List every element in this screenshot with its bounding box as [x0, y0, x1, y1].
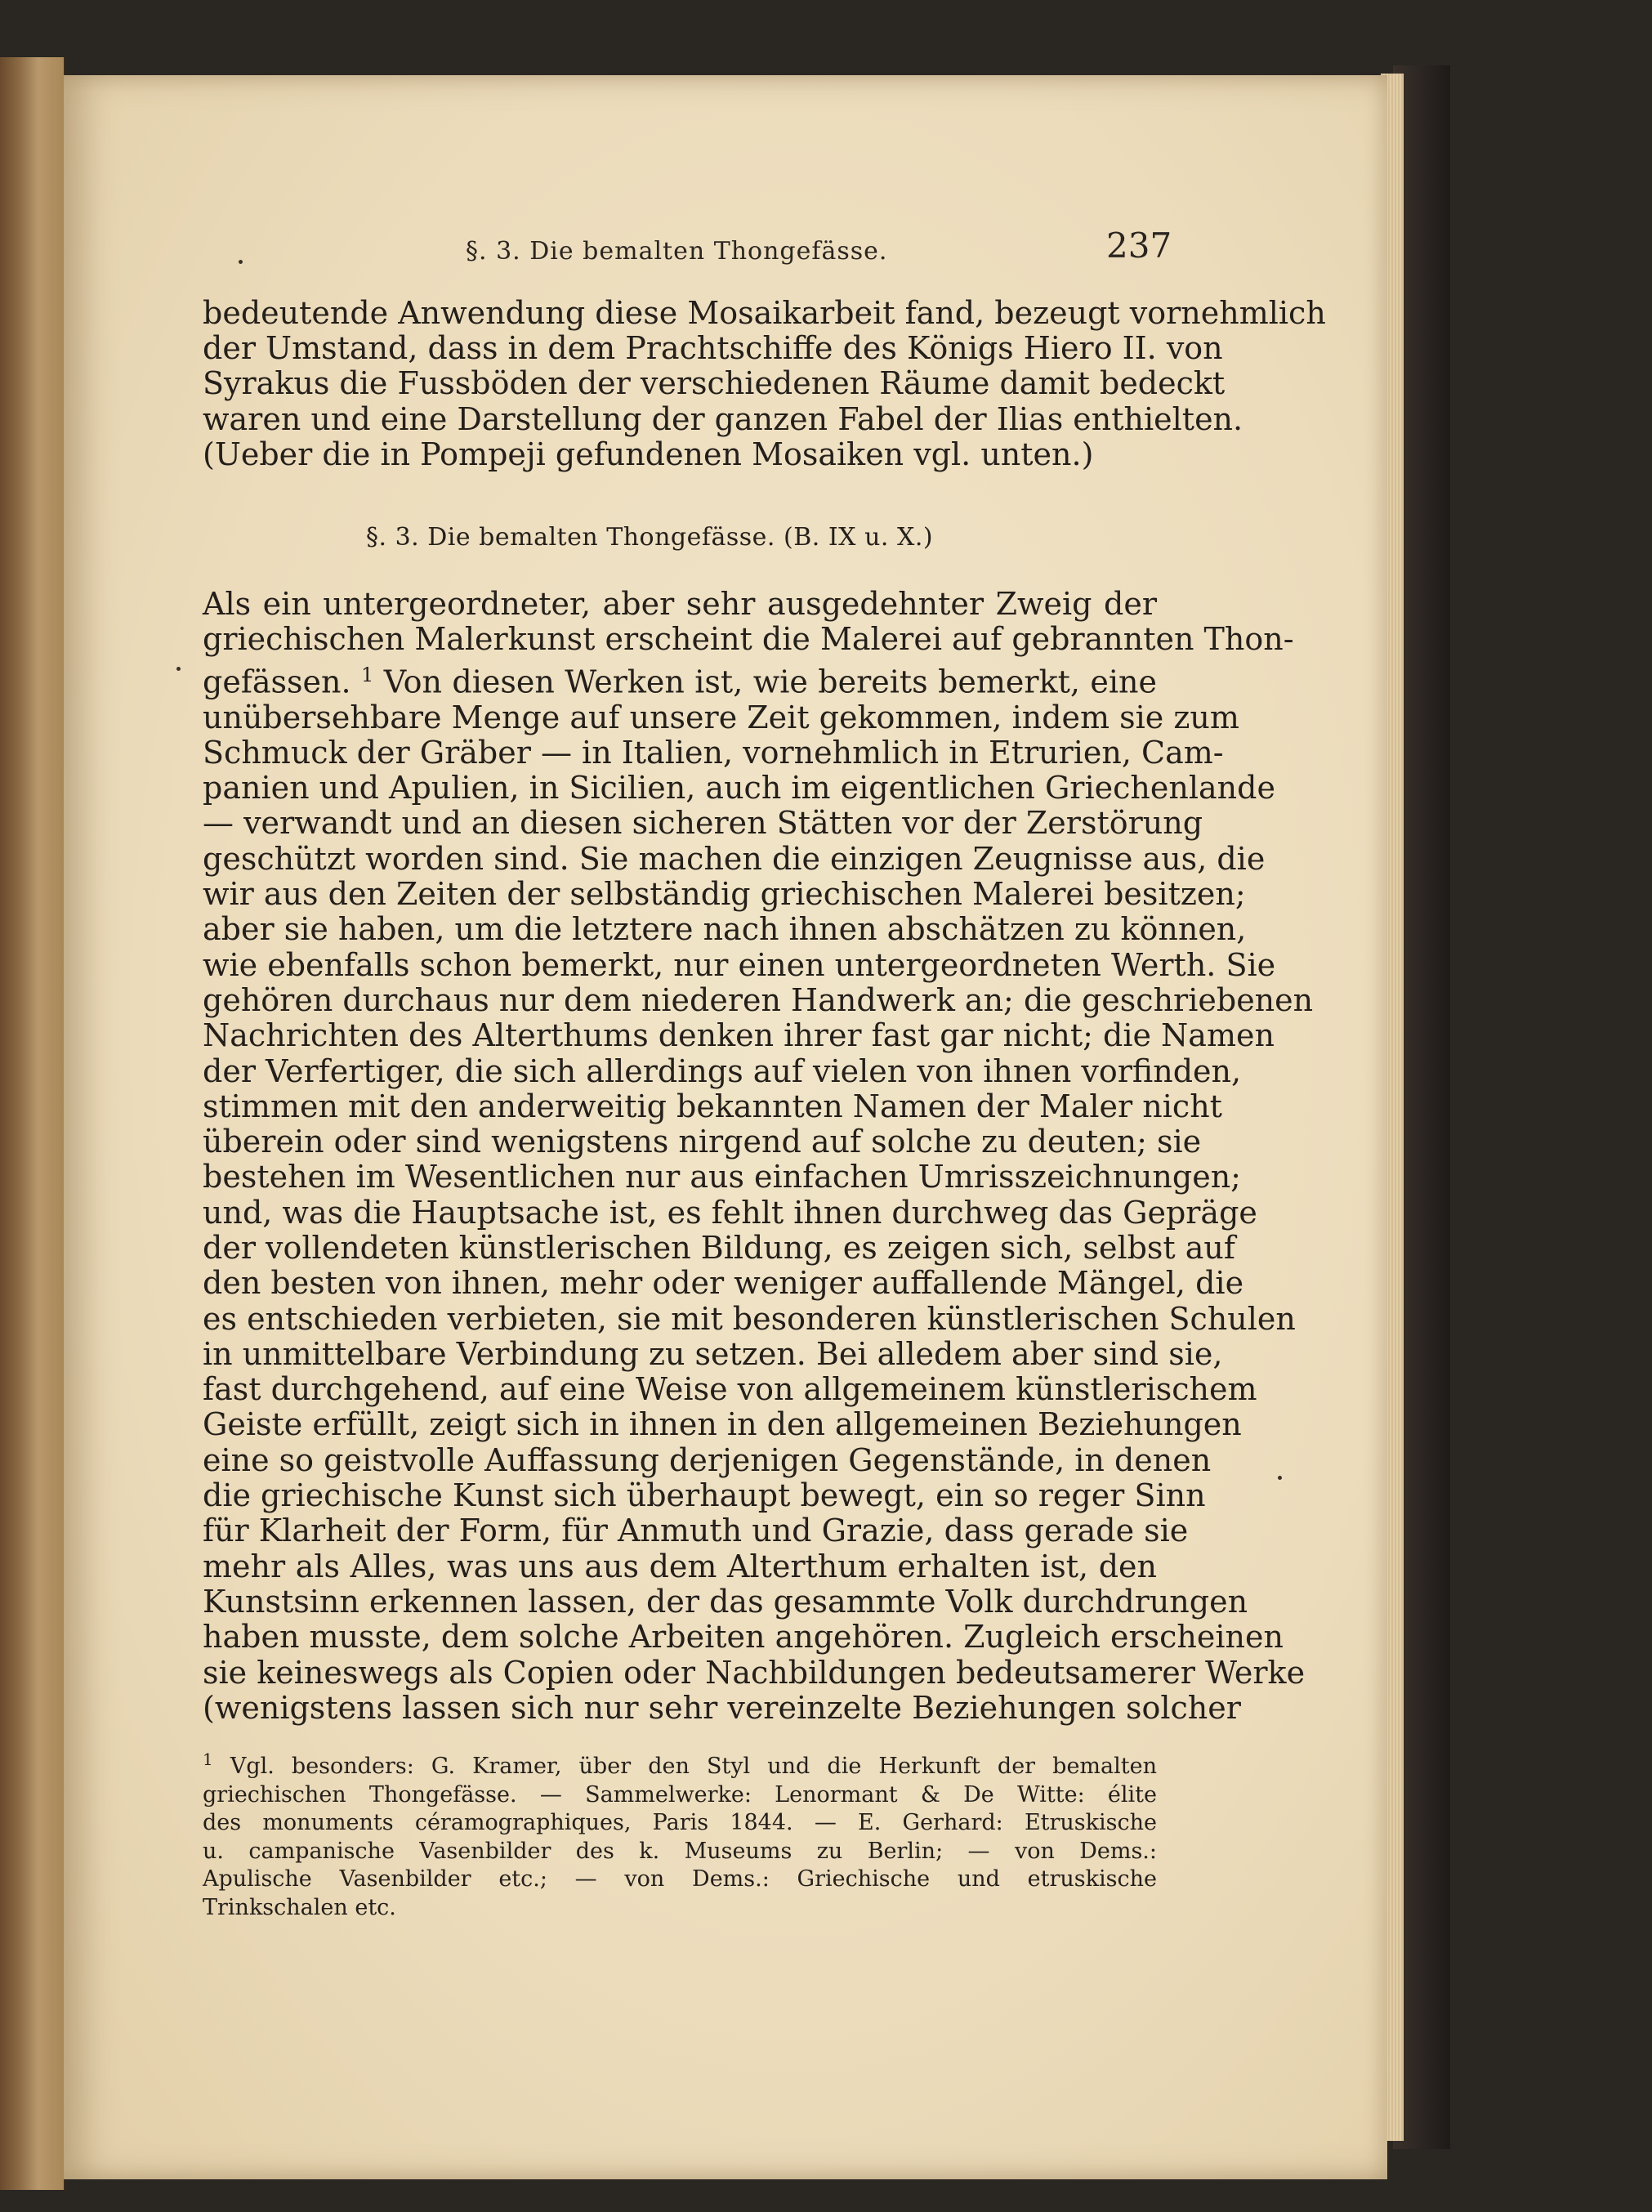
text-line: den besten von ihnen, mehr oder weniger auffallende Mängel, die	[203, 1265, 1244, 1302]
footnote-line: griechischen Thongefässe. — Sammelwerke: Lenormant & De Witte: élite	[203, 1781, 1157, 1808]
footnote-line: u. campanische Vasenbilder des k. Museums zu Berlin; — von Dems.:	[203, 1838, 1157, 1864]
text-line: aber sie haben, um die letztere nach ihnen abschätzen zu können,	[203, 911, 1247, 948]
footnote-reference[interactable]: 1	[361, 663, 374, 686]
text-line: waren und eine Darstellung der ganzen Fabel der Ilias enthielten.	[203, 400, 1243, 437]
text-line: geschützt worden sind. Sie machen die einzigen Zeugnisse aus, die	[203, 840, 1266, 877]
adjacent-page-edge	[0, 57, 65, 2190]
text-line: der Verfertiger, die sich allerdings auf vielen von ihnen vorfinden,	[203, 1052, 1242, 1089]
paper-speck	[1278, 1476, 1282, 1480]
running-header-title: §. 3. Die bemalten Thongefässe.	[466, 237, 888, 266]
text-line: unübersehbare Menge auf unsere Zeit gekommen, indem sie zum	[203, 699, 1239, 735]
text-line: panien und Apulien, in Sicilien, auch im eigentlichen Griechenlande	[203, 770, 1275, 807]
paper-speck	[176, 667, 181, 671]
footnote-marker: 1	[203, 1749, 213, 1769]
text-line: bedeutende Anwendung diese Mosaikarbeit fand, bezeugt vornehmlich	[203, 295, 1326, 331]
text-line: fast durchgehend, auf eine Weise von allgemeinem künstlerischem	[203, 1371, 1257, 1408]
section-heading: §. 3. Die bemalten Thongefässe. (B. IX u. X.)	[366, 523, 934, 552]
footnote-line: des monuments céramographiques, Paris 1844. — E. Gerhard: Etruskische	[203, 1810, 1157, 1835]
text-line: bestehen im Wesentlichen nur aus einfachen Umrisszeichnungen;	[203, 1159, 1241, 1195]
intro-text-block	[203, 295, 1326, 472]
text-line: Geiste erfüllt, zeigt sich in ihnen in den allgemeinen Beziehungen	[203, 1406, 1242, 1443]
text-line: in unmittelbare Verbindung zu setzen. Bei alledem aber sind sie,	[203, 1335, 1223, 1372]
footnote-line	[203, 1745, 1157, 1781]
text-line: der vollendeten künstlerischen Bildung, es zeigen sich, selbst auf	[203, 1230, 1235, 1266]
footnote-line: Apulische Vasenbilder etc.; — von Dems.: Griechische und etruskische	[203, 1866, 1157, 1892]
text-line: Syrakus die Fussböden der verschiedenen Räume damit bedeckt	[203, 365, 1226, 402]
text-line: mehr als Alles, was uns aus dem Alterthum erhalten ist, den	[203, 1548, 1157, 1584]
text-line: sie keineswegs als Copien oder Nachbildungen bedeutsamerer Werke	[203, 1654, 1306, 1691]
text-line: haben musste, dem solche Arbeiten angehören. Zugleich erscheinen	[203, 1619, 1284, 1656]
text-line: für Klarheit der Form, für Anmuth und Grazie, dass gerade sie	[203, 1513, 1189, 1549]
text-line: es entschieden verbieten, sie mit besonderen künstlerischen Schulen	[203, 1300, 1296, 1337]
text-line: und, was die Hauptsache ist, es fehlt ihnen durchweg das Gepräge	[203, 1194, 1257, 1231]
text-line: (Ueber die in Pompeji gefundenen Mosaiken vgl. unten.)	[203, 436, 1094, 472]
text-line-with-footnote	[203, 658, 1157, 700]
text-line: griechischen Malerkunst erscheint die Malerei auf gebrannten Thon-	[203, 621, 1294, 658]
text-line: eine so geistvolle Auffassung derjenigen Gegenstände, in denen	[203, 1441, 1212, 1478]
text-line: (wenigstens lassen sich nur sehr vereinzelte Beziehungen solcher	[203, 1689, 1241, 1726]
text-line: wie ebenfalls schon bemerkt, nur einen untergeordneten Werth. Sie	[203, 946, 1276, 983]
text-line: Kunstsinn erkennen lassen, der das gesammte Volk durchdrungen	[203, 1583, 1248, 1620]
text-line: der Umstand, dass in dem Prachtschiffe des Königs Hiero II. von	[203, 330, 1223, 367]
text-line: Als ein untergeordneter, aber sehr ausgedehnter Zweig der	[203, 586, 1157, 622]
footnote-block	[203, 1745, 1157, 1922]
text-segment: gefässen.	[203, 664, 351, 700]
page-number: 237	[1106, 226, 1172, 266]
text-line: Schmuck der Gräber — in Italien, vornehmlich in Etrurien, Cam-	[203, 734, 1224, 771]
paper-speck	[239, 260, 243, 264]
main-paragraph	[203, 586, 1314, 1726]
text-line: die griechische Kunst sich überhaupt bewegt, ein so reger Sinn	[203, 1477, 1206, 1514]
text-line: wir aus den Zeiten der selbständig griechischen Malerei besitzen;	[203, 876, 1246, 913]
text-line: — verwandt und an diesen sicheren Stätten vor der Zerstörung	[203, 805, 1203, 842]
text-line: gehören durchaus nur dem niederen Handwerk an; die geschriebenen	[203, 981, 1314, 1018]
footnote-text: Vgl. besonders: G. Kramer, über den Styl und die Herkunft der bemalten	[230, 1754, 1157, 1779]
footnote-line: Trinkschalen etc.	[203, 1894, 396, 1920]
text-segment: Von diesen Werken ist, wie bereits bemerkt, eine	[383, 664, 1157, 700]
text-line: Nachrichten des Alterthums denken ihrer fast gar nicht; die Namen	[203, 1017, 1275, 1054]
text-line: überein oder sind wenigstens nirgend auf solche zu deuten; sie	[203, 1124, 1202, 1160]
text-line: stimmen mit den anderweitig bekannten Namen der Maler nicht	[203, 1088, 1222, 1124]
